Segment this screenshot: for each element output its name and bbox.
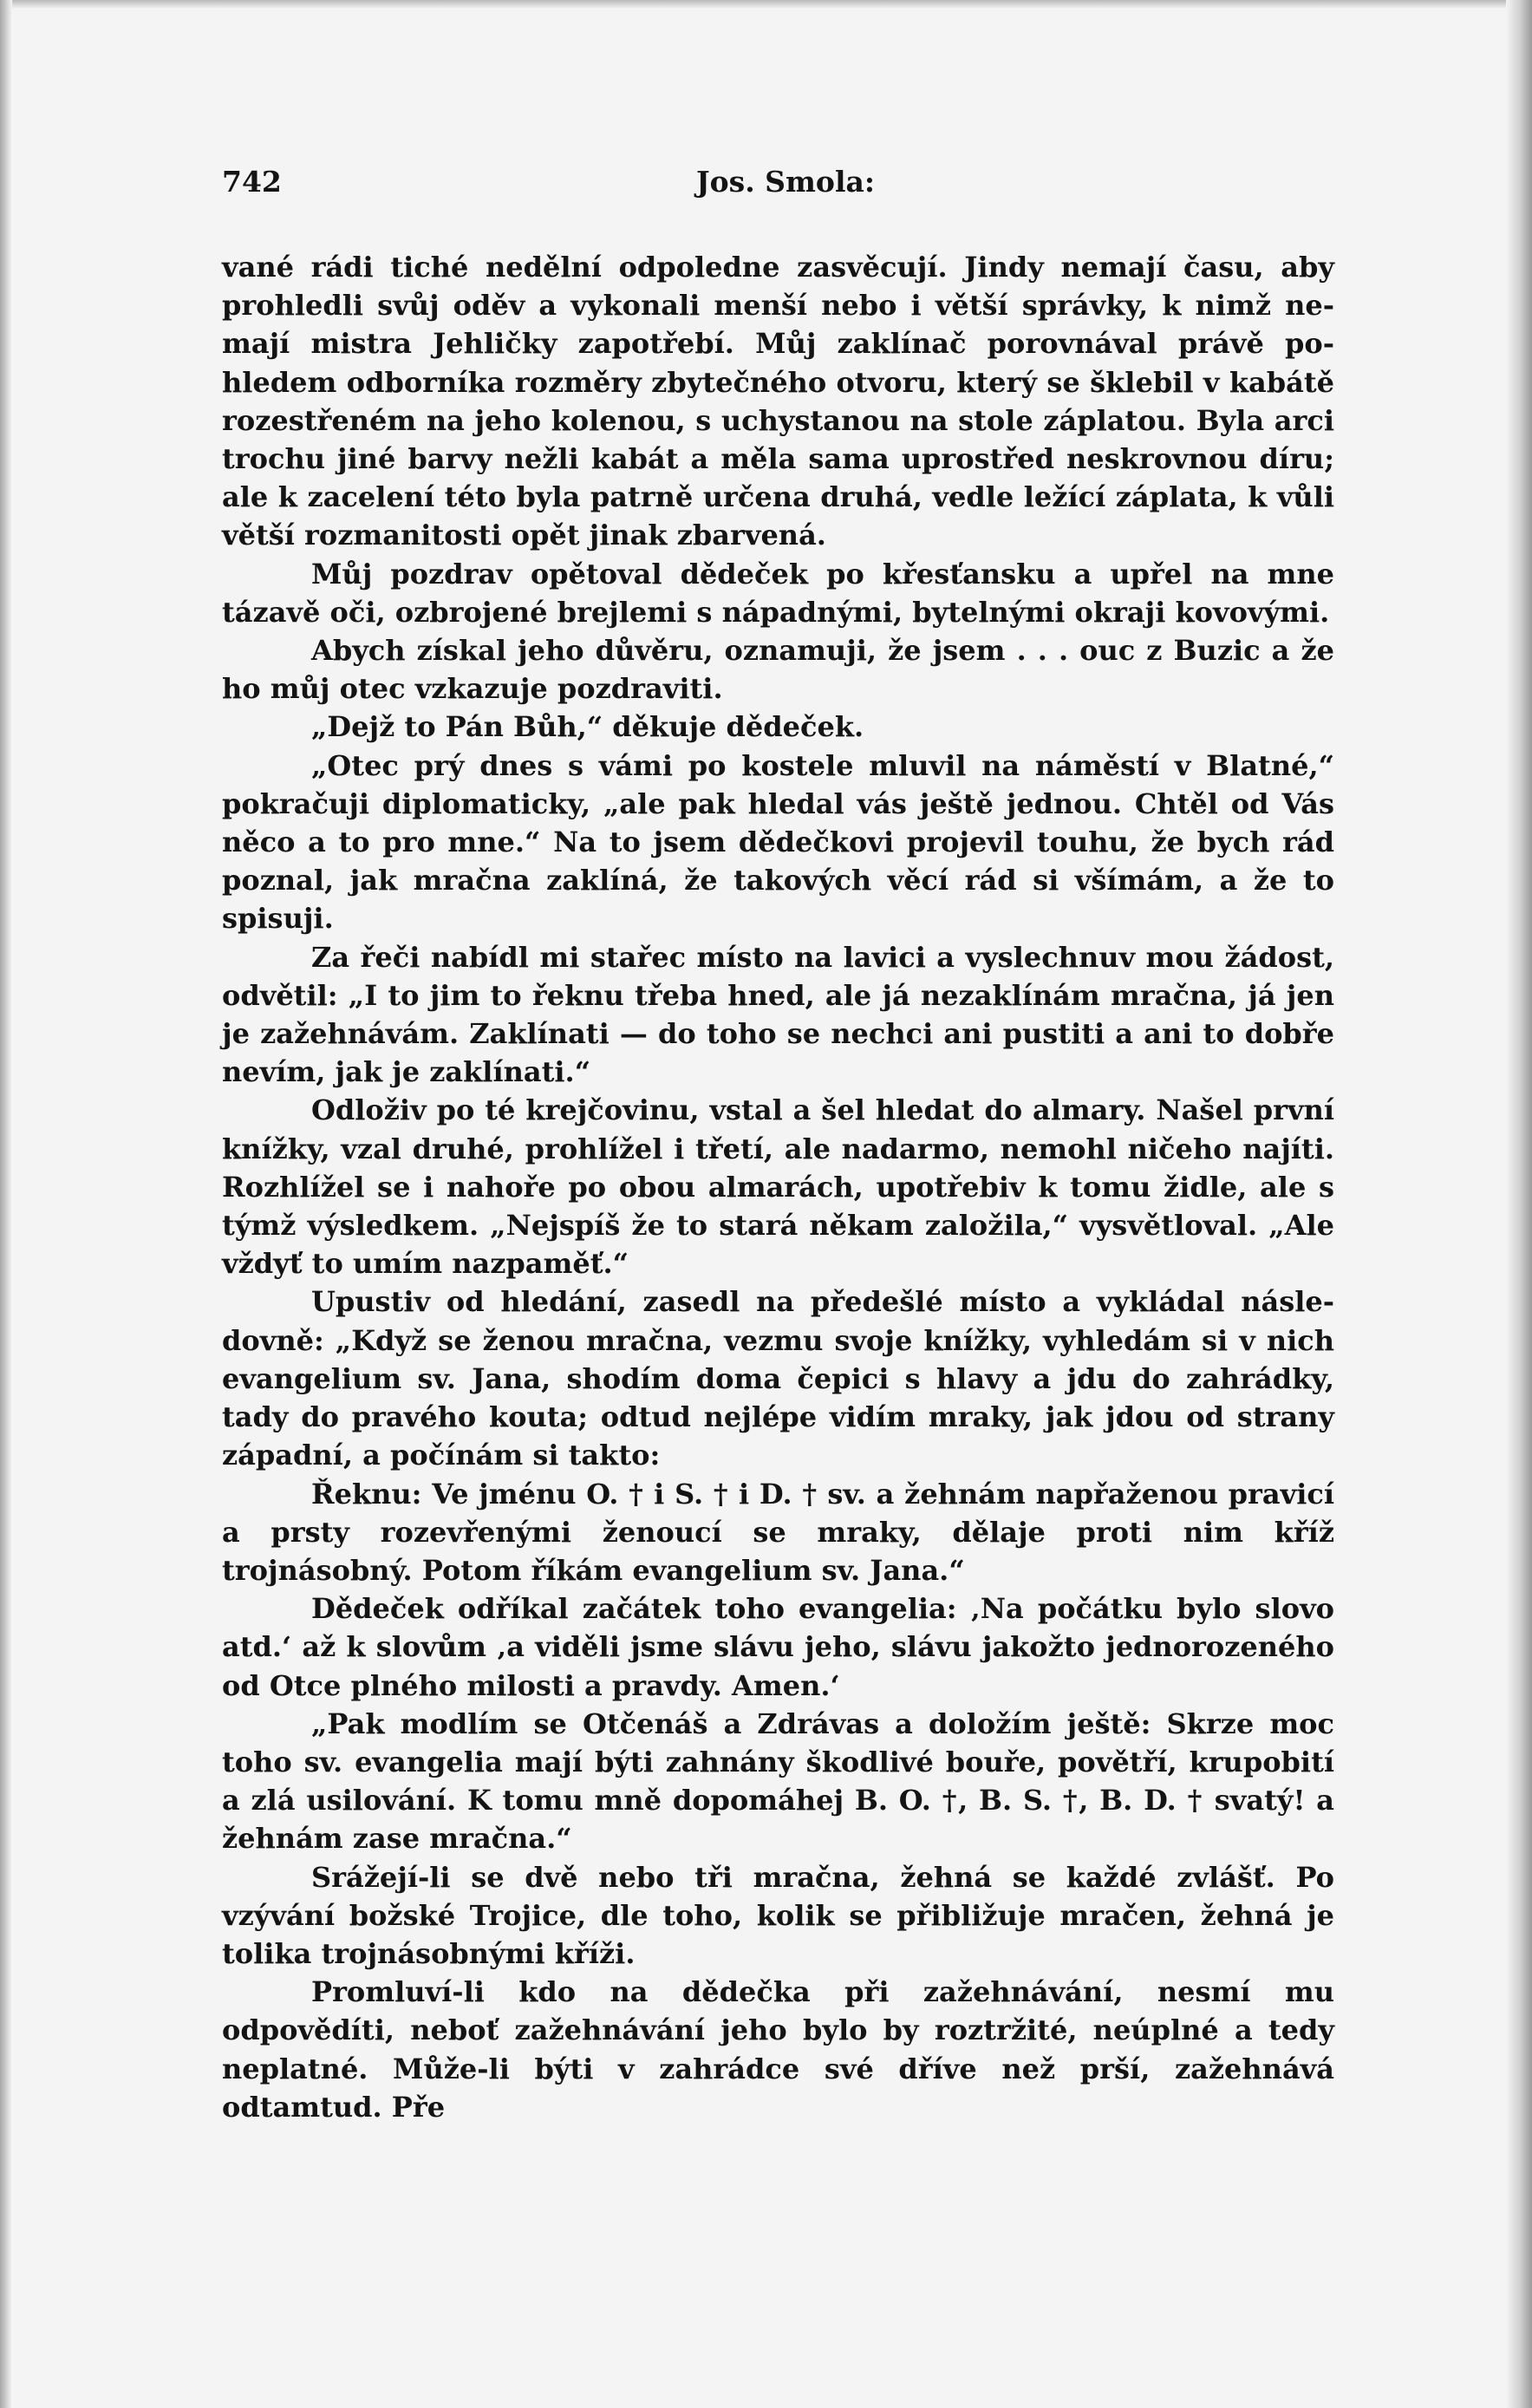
scan-edge-left	[0, 0, 12, 2408]
scan-edge-right	[1506, 0, 1532, 2408]
running-title: Jos. Smola:	[696, 165, 876, 199]
paragraph-11: „Pak modlím se Otčenáš a Zdrávas a doložím ještě: Skrze moc toho sv. evangelia mají býti zahnány škodlivé bouře, povětří, krupobití a zlá usilování. K tomu mně dopomáhej B. O. †, B. S. †, B. D. † svatý! a žehnám zase mračna.“	[222, 1706, 1334, 1856]
paragraph-2: Můj pozdrav opětoval dědeček po křesťansku a upřel na mne tázavě oči, ozbrojené brejlemi s nápadnými, bytelnými okraji kovovými.	[222, 557, 1334, 629]
page-number: 742	[222, 165, 282, 199]
paragraph-7: Odloživ po té krejčovinu, vstal a šel hledat do almary. Našel první knížky, vzal druhé, prohlížel i třetí, ale nadarmo, nemohl ničeho najíti. Rozhlížel se i nahoře po obou almarách, upotřebiv k tomu židle, ale s týmž výsledkem. „Nejspíš že to stará někam založila,“ vysvětloval. „Ale vždyť to umím nazpaměť.“	[222, 1093, 1334, 1281]
paragraph-5: „Otec prý dnes s vámi po kostele mluvil na náměstí v Blatné,“ pokračuji diplomaticky, „ale pak hledal vás ještě jednou. Chtěl od Vás něco a to pro mne.“ Na to jsem dědečkovi projevil touhu, že bych rád poznal, jak mračna zaklíná, že takových věcí rád si všímám, a že to spisuji.	[222, 748, 1334, 936]
text-column	[222, 248, 1334, 2126]
paragraph-9: Řeknu: Ve jménu O. † i S. † i D. † sv. a žehnám napřaženou pravicí a prsty rozevřenými ženoucí se mraky, dělaje proti nim kříž trojnásobný. Potom říkám evangelium sv. Jana.“	[222, 1477, 1334, 1587]
paragraph-6: Za řeči nabídl mi stařec místo na lavici a vyslechnuv mou žádost, odvětil: „I to jim to řeknu třeba hned, ale já nezaklínám mračna, já jen je zažehnávám. Zaklínati — do toho se nechci ani pustiti a ani to dobře nevím, jak je zaklínati.“	[222, 940, 1334, 1089]
paragraph-8: Upustiv od hledání, zasedl na předešlé místo a vykládal následovně: „Když se ženou mračna, vezmu svoje knížky, vyhledám si v nich evangelium sv. Jana, shodím doma čepici s hlavy a jdu do zahrádky, tady do pravého kouta; odtud nejlépe vidím mraky, jak jdou od strany západní, a počínám si takto:	[222, 1285, 1334, 1472]
paragraph-12: Srážejí-li se dvě nebo tři mračna, žehná se každé zvlášť. Po vzývání božské Trojice, dle toho, kolik se přibližuje mračen, žehná je tolika trojnásobnými kříži.	[222, 1860, 1334, 1970]
scan-edge-top	[0, 0, 1532, 9]
paragraph-13: Promluví-li kdo na dědečka při zažehnávání, nesmí mu odpovědíti, neboť zažehnávání jeho bylo by roztržité, neúplné a tedy neplatné. Může-li býti v zahrádce své dříve než prší, zažehnává odtamtud. Pře	[222, 1975, 1334, 2124]
paragraph-1: vané rádi tiché nedělní odpoledne zasvěcují. Jindy nemají času, aby prohledli svůj oděv a vykonali menší nebo i větší správky, k nimž nemají mistra Jehličky zapotřebí. Můj zaklínač porovnával právě pohledem odborníka rozměry zbytečného otvoru, který se šklebil v kabátě rozestřeném na jeho kolenou, s uchystanou na stole záplatou. Byla arci trochu jiné barvy nežli kabát a měla sama uprostřed neskrovnou díru; ale k zacelení této byla patrně určena druhá, vedle ležící záplata, k vůli větší rozmanitosti opět jinak zbarvená.	[222, 251, 1334, 552]
running-head	[222, 165, 1334, 208]
paragraph-3: Abych získal jeho důvěru, oznamuji, že jsem . . . ouc z Buzic a že ho můj otec vzkazuje pozdraviti.	[222, 634, 1334, 706]
paragraph-4: „Dejž to Pán Bůh,“ děkuje dědeček.	[311, 710, 864, 744]
paragraph-10: Dědeček odříkal začátek toho evangelia: ‚Na počátku bylo slovo atd.‘ až k slovům ‚a viděli jsme slávu jeho, slávu jakožto jednorozeného od Otce plného milosti a pravdy. Amen.‘	[222, 1592, 1334, 1702]
